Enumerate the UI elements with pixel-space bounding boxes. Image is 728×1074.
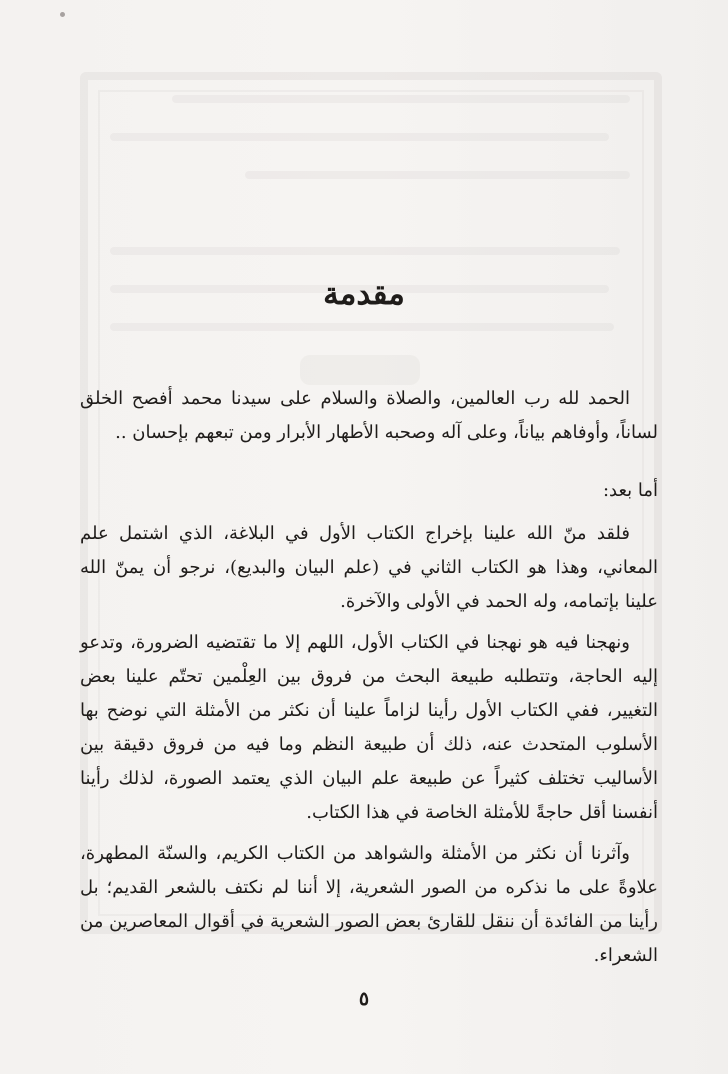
- paragraph: أما بعد:: [602, 480, 658, 501]
- bleed-through-heading: [300, 355, 420, 385]
- bleed-through-line: [110, 247, 620, 255]
- page-number: ٥: [358, 988, 370, 1010]
- bleed-through-line: [172, 95, 630, 103]
- paragraph: الحمد لله رب العالمين، والصلاة والسلام على سيدنا محمد أفصح الخلق لساناً، وأوفاهم بياناً، وعلى آله وصحبه الأطهار الأبرار ومن تبعهم بإحسان ..: [80, 388, 658, 443]
- paragraph: ونهجنا فيه هو نهجنا في الكتاب الأول، اللهم إلا ما تقتضيه الضرورة، وتدعو إليه الحاجة، وتتطلبه طبيعة البحث من فروق بين العِلْمين تحتّم علينا بعض التغيير، ففي الكتاب الأول رأينا لزاماً علينا أن نكثر من الأمثلة التي نوضح بها الأسلوب المتحدث عنه، ذلك أن طبيعة النظم وما فيه من فروق دقيقة بين الأساليب تختلف كثيراً عن طبيعة علم البيان الذي يعتمد الصورة، لذلك رأينا أنفسنا أقل حاجةً للأمثلة الخاصة في هذا الكتاب.: [80, 632, 658, 823]
- page-title: مقدمة: [323, 276, 405, 312]
- paragraph: وآثرنا أن نكثر من الأمثلة والشواهد من الكتاب الكريم، والسنّة المطهرة، علاوةً على ما نذكره من الصور الشعرية، إلا أننا لم نكتف بالشعر القديم؛ بل رأينا من الفائدة أن ننقل للقارئ بعض الصور الشعرية في أقوال المعاصرين من الشعراء.: [80, 843, 658, 966]
- bleed-through-line: [110, 323, 614, 331]
- page-speck: [60, 12, 65, 17]
- bleed-through-text: [110, 95, 630, 361]
- bleed-through-line: [110, 133, 609, 141]
- bleed-through-line: [245, 171, 630, 179]
- paragraph: فلقد منّ الله علينا بإخراج الكتاب الأول في البلاغة، الذي اشتمل علم المعاني، وهذا هو الكتاب الثاني في (علم البيان والبديع)، نرجو أن يمنّ الله علينا بإتمامه، وله الحمد في الأولى والآخرة.: [80, 523, 658, 612]
